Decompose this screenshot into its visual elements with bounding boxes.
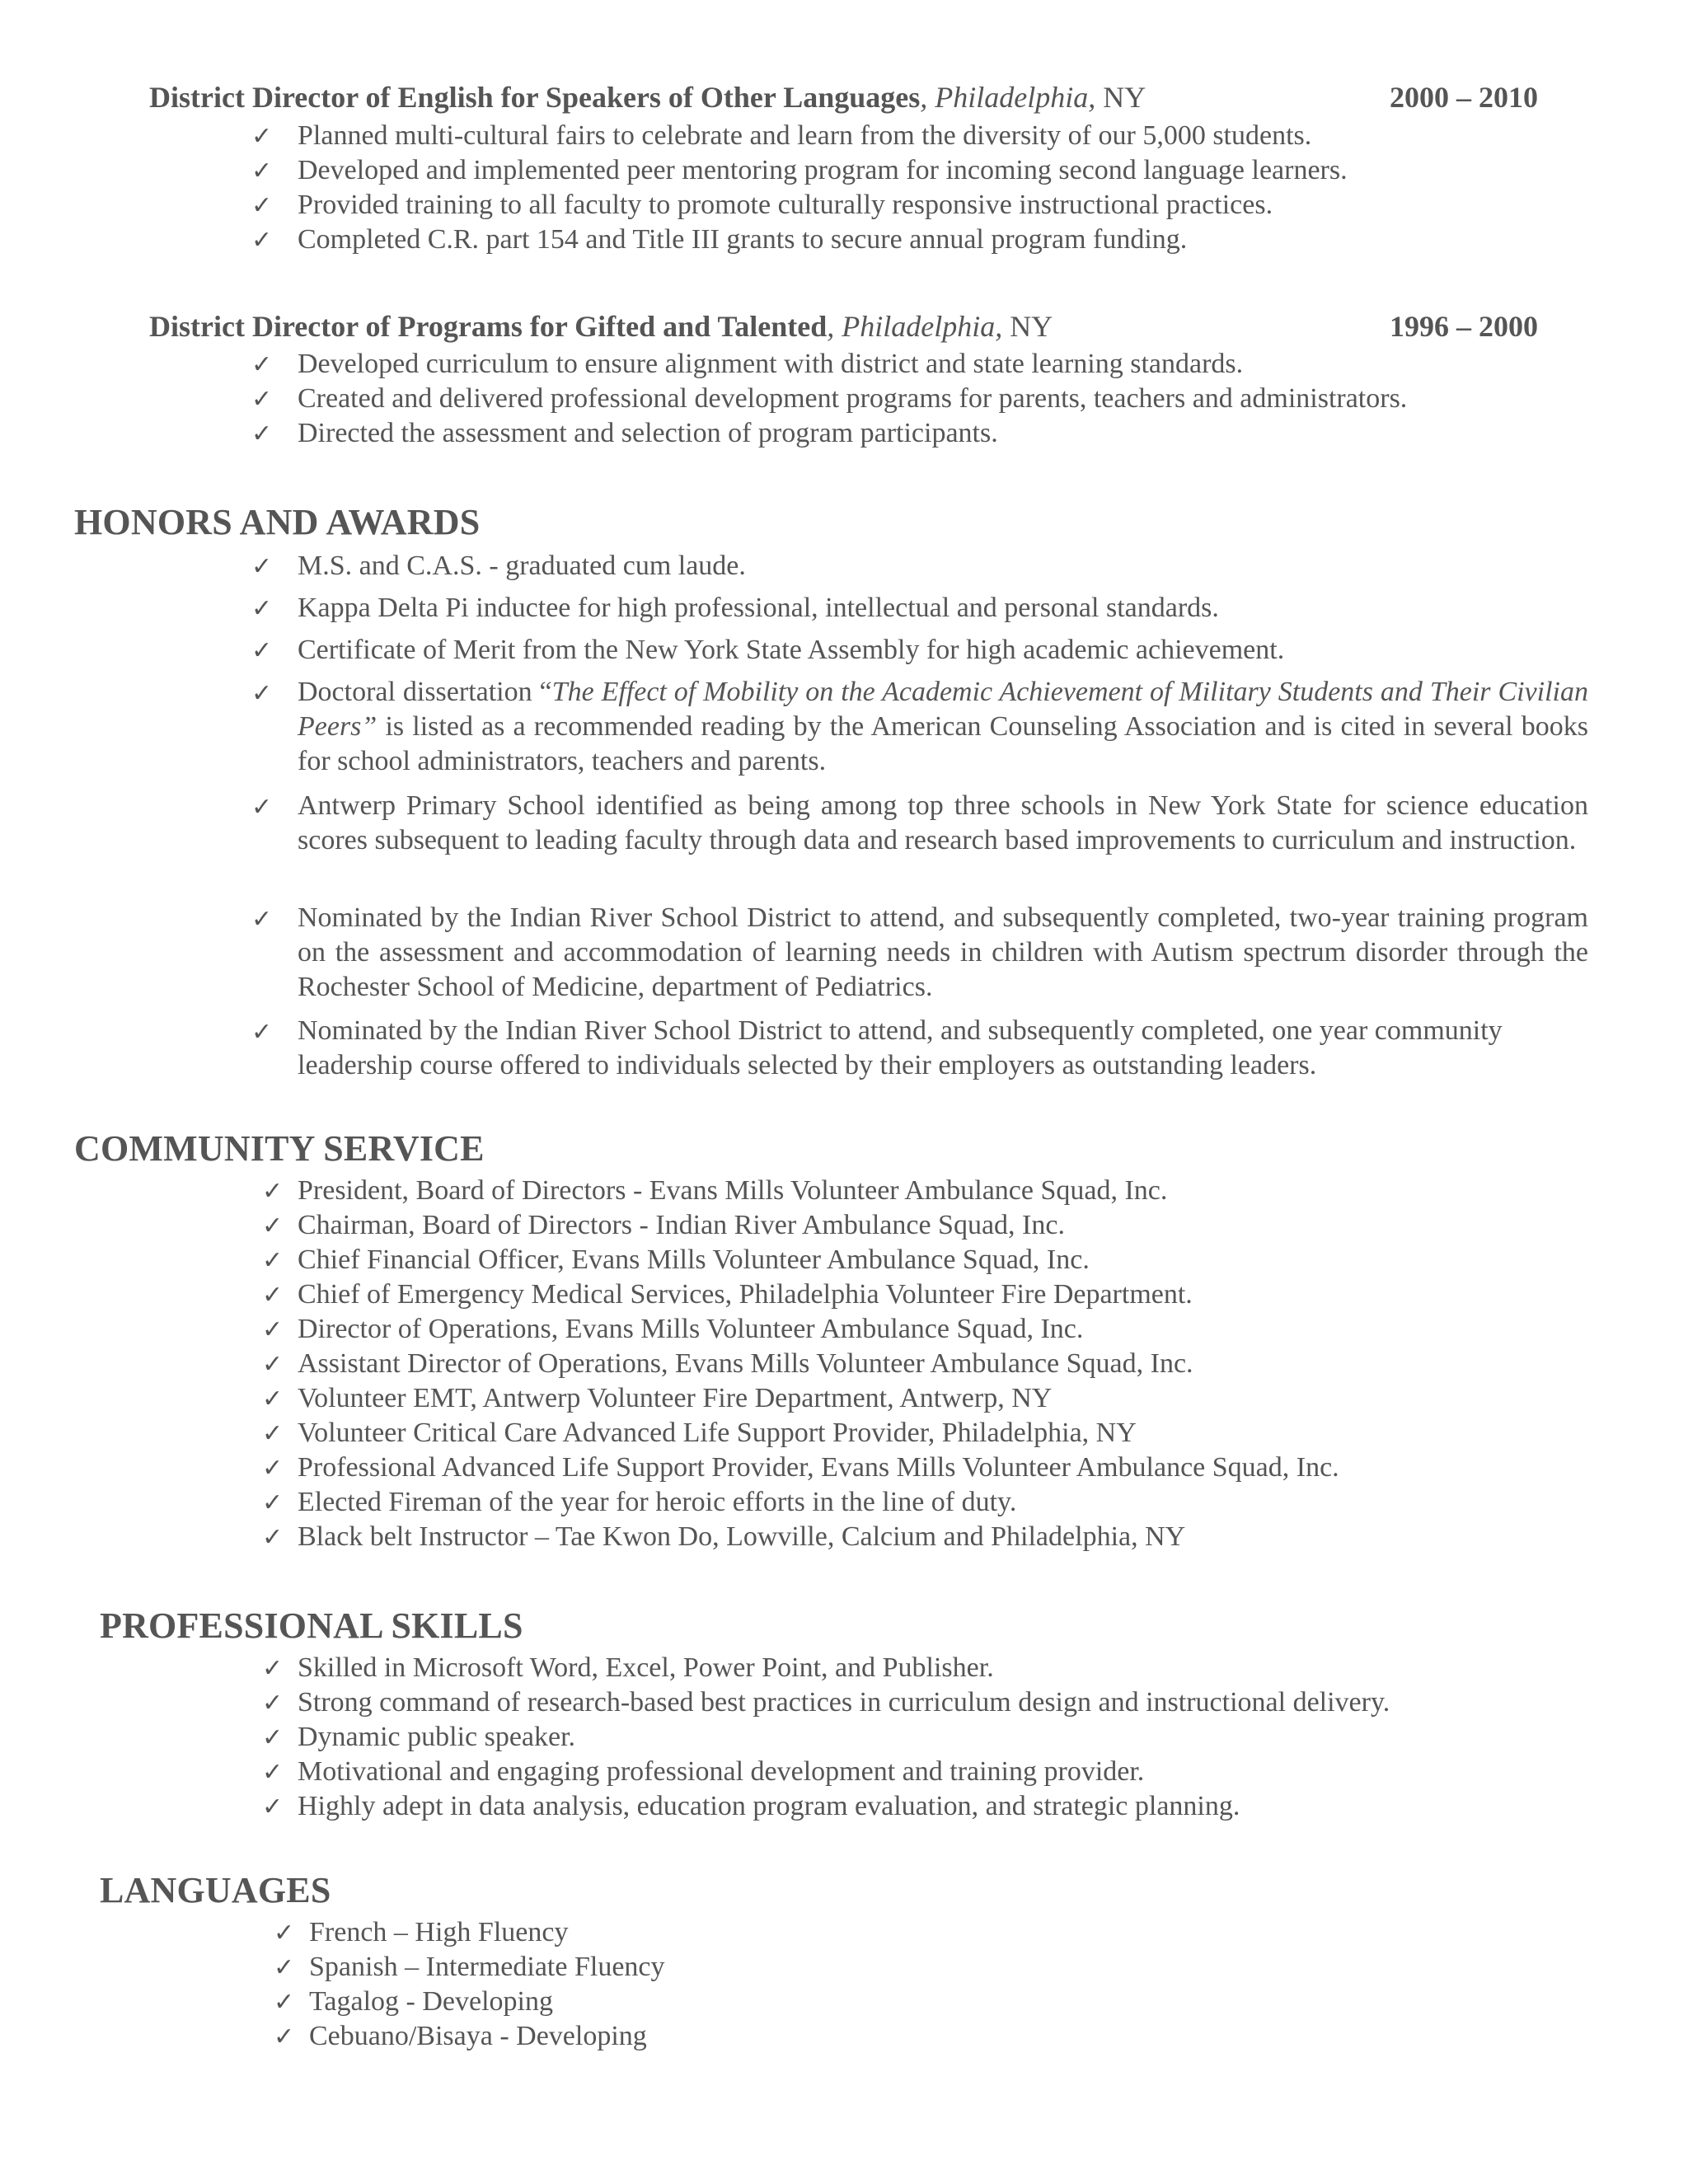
honor-item: M.S. and C.A.S. - graduated cum laude. <box>298 551 746 581</box>
dissertation-title: The Effect of Mobility on the Academic Achievement of Military Students and Their Civilian Peers” <box>298 677 1588 742</box>
check-icon: ✓ <box>251 226 273 255</box>
skill-item: Motivational and engaging professional development and training provider. <box>298 1756 1145 1787</box>
job-dates: 1996 – 2000 <box>1390 310 1538 343</box>
job-bullet: Completed C.R. part 154 and Title III grants to secure annual program funding. <box>298 224 1188 255</box>
job-title-text: District Director of English for Speakers of Other Languages <box>149 81 921 114</box>
check-icon: ✓ <box>262 1689 284 1718</box>
check-icon: ✓ <box>251 679 273 708</box>
community-item: Director of Operations, Evans Mills Volunteer Ambulance Squad, Inc. <box>298 1314 1084 1344</box>
check-icon: ✓ <box>262 1246 284 1275</box>
section-heading-community: COMMUNITY SERVICE <box>74 1128 485 1169</box>
skill-item: Dynamic public speaker. <box>298 1722 576 1752</box>
skill-item: Skilled in Microsoft Word, Excel, Power Point, and Publisher. <box>298 1652 994 1683</box>
check-icon: ✓ <box>262 1723 284 1752</box>
check-icon: ✓ <box>262 1488 284 1517</box>
check-icon: ✓ <box>251 1018 273 1047</box>
community-item: Chairman, Board of Directors - Indian River Ambulance Squad, Inc. <box>298 1210 1065 1240</box>
honor-item-pre: Doctoral dissertation “ <box>298 677 552 707</box>
language-item: Tagalog - Developing <box>309 1986 553 2017</box>
community-item: Black belt Instructor – Tae Kwon Do, Lowville, Calcium and Philadelphia, NY <box>298 1521 1186 1552</box>
check-icon: ✓ <box>274 1919 295 1947</box>
check-icon: ✓ <box>251 905 273 934</box>
job-title-esol <box>149 80 1146 115</box>
honor-item: Certificate of Merit from the New York State Assembly for high academic achievement. <box>298 635 1285 665</box>
skill-item: Strong command of research-based best practices in curriculum design and instructional delivery. <box>298 1687 1390 1718</box>
check-icon: ✓ <box>262 1758 284 1787</box>
check-icon: ✓ <box>251 594 273 623</box>
check-icon: ✓ <box>262 1212 284 1240</box>
job-bullet: Provided training to all faculty to promote culturally responsive instructional practices. <box>298 190 1273 220</box>
community-item: Chief of Emergency Medical Services, Philadelphia Volunteer Fire Department. <box>298 1279 1193 1310</box>
job-bullet: Developed and implemented peer mentoring program for incoming second language learners. <box>298 155 1348 185</box>
community-item: Professional Advanced Life Support Provider, Evans Mills Volunteer Ambulance Squad, Inc. <box>298 1452 1339 1483</box>
job-bullet: Directed the assessment and selection of program participants. <box>298 418 998 448</box>
check-icon: ✓ <box>251 793 273 822</box>
section-heading-skills: PROFESSIONAL SKILLS <box>100 1605 523 1646</box>
check-icon: ✓ <box>251 350 273 379</box>
honor-item-dissertation <box>298 675 1588 779</box>
section-heading-languages: LANGUAGES <box>100 1870 331 1910</box>
community-item: President, Board of Directors - Evans Mills Volunteer Ambulance Squad, Inc. <box>298 1175 1168 1206</box>
community-item: Assistant Director of Operations, Evans Mills Volunteer Ambulance Squad, Inc. <box>298 1348 1193 1379</box>
check-icon: ✓ <box>262 1350 284 1379</box>
community-item: Chief Financial Officer, Evans Mills Volunteer Ambulance Squad, Inc. <box>298 1244 1090 1275</box>
job-state: NY <box>1095 81 1146 114</box>
community-item: Elected Fireman of the year for heroic efforts in the line of duty. <box>298 1487 1017 1517</box>
job-bullet: Created and delivered professional development programs for parents, teachers and administrators. <box>298 383 1408 414</box>
language-item: Cebuano/Bisaya - Developing <box>309 2021 647 2051</box>
job-bullet: Planned multi-cultural fairs to celebrate and learn from the diversity of our 5,000 students. <box>298 120 1312 151</box>
job-place: , Philadelphia, <box>827 310 1003 343</box>
job-state: NY <box>1002 310 1053 343</box>
check-icon: ✓ <box>262 1419 284 1448</box>
job-dates: 2000 – 2010 <box>1390 81 1538 114</box>
check-icon: ✓ <box>251 122 273 151</box>
check-icon: ✓ <box>274 1953 295 1982</box>
check-icon: ✓ <box>262 1177 284 1206</box>
check-icon: ✓ <box>251 636 273 665</box>
job-title-text: District Director of Programs for Gifted and Talented <box>149 310 828 343</box>
community-item: Volunteer Critical Care Advanced Life Support Provider, Philadelphia, NY <box>298 1418 1137 1448</box>
section-heading-honors: HONORS AND AWARDS <box>74 502 481 542</box>
check-icon: ✓ <box>251 191 273 220</box>
check-icon: ✓ <box>262 1454 284 1483</box>
check-icon: ✓ <box>262 1315 284 1344</box>
job-bullet: Developed curriculum to ensure alignment with district and state learning standards. <box>298 349 1244 379</box>
job-place: , Philadelphia, <box>920 81 1096 114</box>
check-icon: ✓ <box>251 385 273 414</box>
check-icon: ✓ <box>274 2022 295 2051</box>
honor-item: Kappa Delta Pi inductee for high professional, intellectual and personal standards. <box>298 593 1219 623</box>
honor-item: Antwerp Primary School identified as being among top three schools in New York State for science education scores subsequent to leading faculty through data and research based improvements to curriculum and instruction. <box>298 790 1588 855</box>
language-item: French – High Fluency <box>309 1917 569 1947</box>
check-icon: ✓ <box>251 552 273 581</box>
honor-item: Nominated by the Indian River School District to attend, and subsequently completed, two-year training program on the assessment and accommodation of learning needs in children with Autism spectrum disorder through the Rochester School of Medicine, department of Pediatrics. <box>298 902 1588 1002</box>
skill-item: Highly adept in data analysis, education program evaluation, and strategic planning. <box>298 1791 1240 1821</box>
check-icon: ✓ <box>262 1793 284 1821</box>
honor-item: Nominated by the Indian River School District to attend, and subsequently completed, one year community leadership course offered to individuals selected by their employers as outstanding leaders. <box>298 1015 1503 1080</box>
honor-item-post: is listed as a recommended reading by the American Counseling Association and is cited in several books for school administrators, teachers and parents. <box>298 711 1588 776</box>
job-title-gifted <box>149 309 1053 344</box>
check-icon: ✓ <box>251 157 273 185</box>
check-icon: ✓ <box>262 1523 284 1552</box>
language-item: Spanish – Intermediate Fluency <box>309 1952 665 1982</box>
check-icon: ✓ <box>262 1281 284 1310</box>
community-item: Volunteer EMT, Antwerp Volunteer Fire Department, Antwerp, NY <box>298 1383 1053 1413</box>
check-icon: ✓ <box>262 1385 284 1413</box>
check-icon: ✓ <box>251 419 273 448</box>
check-icon: ✓ <box>262 1654 284 1683</box>
check-icon: ✓ <box>274 1988 295 2017</box>
